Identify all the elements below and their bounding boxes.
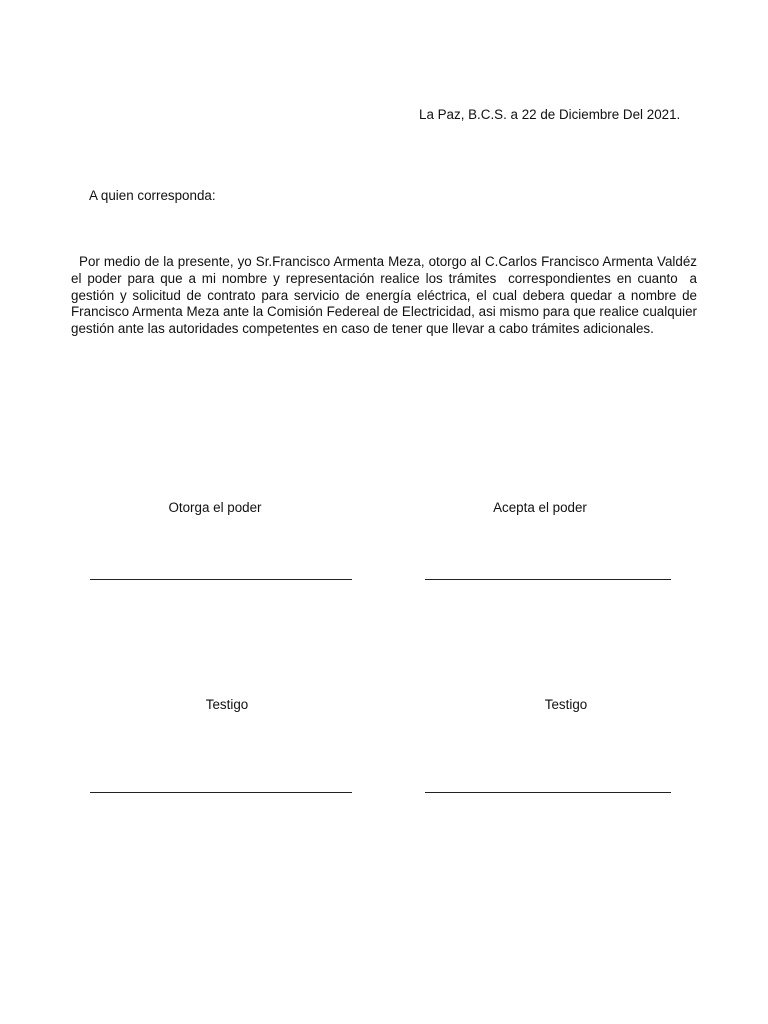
witness-right-label: Testigo [544, 697, 588, 712]
acceptor-signature-label: Acepta el poder [493, 500, 587, 515]
date-line: La Paz, B.C.S. a 22 de Diciembre Del 2021. [419, 107, 681, 122]
letter-body: Por medio de la presente, yo Sr.Francisco Armenta Meza, otorgo al C.Carlos Francisco Armenta Valdéz el poder para que a mi nombre y representación realice los trámites correspondientes en cuanto a gestión y solicitud de contrato para servicio de energía eléctrica, el cual debera quedar a nombre de Francisco Armenta Meza ante la Comisión Federeal de Electricidad, asi mismo para que realice cualquier gestión ante las autoridades competentes en caso de tener que llevar a cabo trámites adicionales. [71, 254, 701, 337]
witness-left-label: Testigo [205, 697, 249, 712]
acceptor-signature-line [425, 579, 671, 580]
grantor-signature-line [90, 579, 352, 580]
grantor-signature-label: Otorga el poder [168, 500, 262, 515]
greeting: A quien corresponda: [89, 188, 216, 203]
witness-left-signature-line [90, 792, 352, 793]
witness-right-signature-line [425, 792, 671, 793]
